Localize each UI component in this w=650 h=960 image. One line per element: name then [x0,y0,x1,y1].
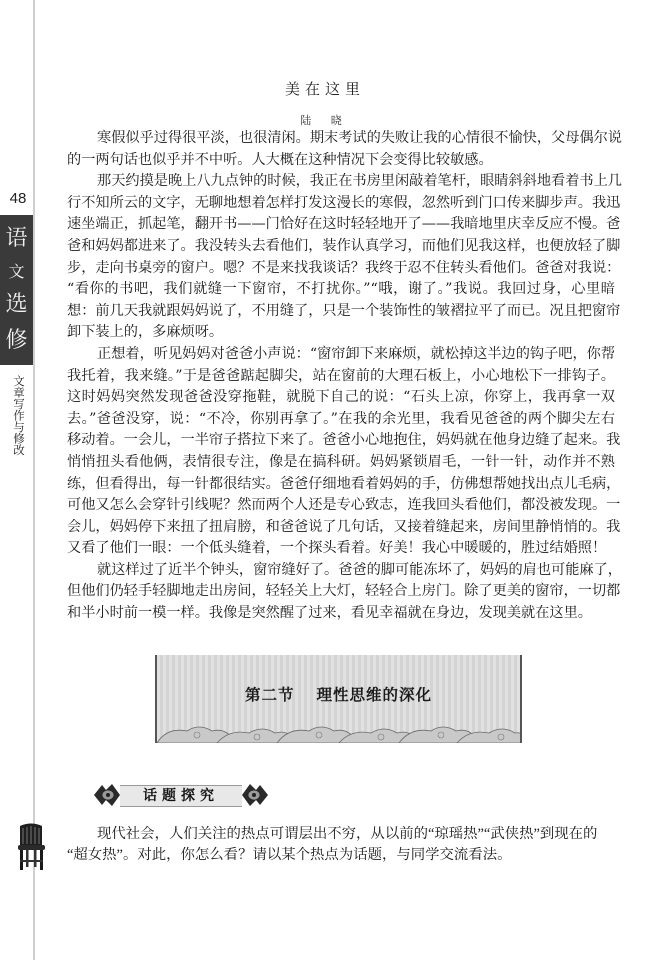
article-line: 我托着，我来缝。”于是爸爸踮起脚尖，站在窗前的大理石板上，小心地松下一排钩子。 [67,367,615,384]
topic-banner [92,782,270,808]
chair-icon [14,822,48,872]
article-line: 和半小时前一模一样。我像是突然醒了过来，看见幸福就在身边，发现美就在这里。 [67,605,592,622]
article-line: 就这样过了近半个钟头，窗帘缝好了。爸爸的脚可能冻坏了，妈妈的肩也可能麻了， [97,561,622,578]
article-line: 的一两句话也似乎并不中听。人大概在这种情况下会变得比较敏感。 [67,151,493,168]
article-line: 但他们仍轻手轻脚地走出房间，轻轻关上大灯，轻轻合上房门。除了更美的窗帘，一切都 [67,583,621,600]
article-line: 可他又怎么会穿针引线呢？然而两个人还是专心致志，连我回头看他们，都没被发现。一 [67,497,621,514]
margin-rule [33,0,35,960]
article-line: “看你的书吧，我们就缝一下窗帘，不打扰你。”“哦，谢了。”我说。我回过身，心里暗 [67,281,615,298]
topic-banner-label: 话题探究 [120,785,242,807]
article-line: 又看了他们一眼：一个低头缝着，一个探头看着。好美！我心中暖暖的，胜过结婚照！ [67,540,607,557]
series-char: 修 [5,328,28,353]
section-banner [155,655,522,743]
series-char: 语 [5,226,28,251]
ornament-right-icon [240,782,270,808]
article-line: 去。”爸爸没穿，说：“不冷，你别再拿了。”在我的余光里，我看见爸爸的两个脚尖左右 [67,410,615,427]
section-name: 理性思维的深化 [316,686,433,704]
topic-prompt [67,824,615,866]
ornament-left-icon [92,782,122,808]
article-line: 卸下装上的，多麻烦呀。 [67,324,224,341]
article-line: 悄悄扭头看他俩，表情很专注，像是在搞科研。妈妈紧锁眉毛，一针一针，动作并不熟 [67,453,615,470]
article-line: 步，走向书桌旁的窗户。嗯？不是来找我谈话？我终于忍不住转头看他们。爸爸对我说： [67,259,621,276]
article-line: 移动着。一会儿，一半帘子搭拉下来了。爸爸小心地抱住，妈妈就在他身边缝了起来。我 [67,432,621,449]
article-line: 会儿，妈妈停下来扭了扭肩膀，和爸爸说了几句话，又接着缝起来，房间里静悄悄的。我 [67,518,621,535]
article-line: 练，但看得出，每一针都很结实。爸爸仔细地看着妈妈的手，仿佛想帮她找出点儿毛病， [67,475,621,492]
article-line: 这时妈妈突然发现爸爸没穿拖鞋，就脱下自己的说：“石头上凉，你穿上，我再拿一双 [67,389,615,406]
article-line: 正想着，听见妈妈对爸爸小声说：“窗帘卸下来麻烦，就松掉这半边的钩子吧，你帮 [97,345,616,362]
section-number: 第二节 [244,686,295,704]
topic-line: 现代社会，人们关注的热点可谓层出不穷，从以前的“琼瑶热”“武侠热”到现在的 [97,826,598,842]
article-line: 行不知所云的文字，无聊地想着怎样打发这漫长的寒假，忽然听到门口传来脚步声。我迅 [67,194,621,211]
series-char: 选 [5,292,28,317]
series-subtitle: 文章写作与修改 [12,375,26,456]
cloud-pattern-icon [157,721,522,743]
article-line: 爸和妈妈都进来了。我没转头去看他们，装作认真学习，而他们见我这样，也便放轻了脚 [67,237,621,254]
article-body [67,128,622,625]
article-line: 速坐端正，抓起笔，翻开书——门恰好在这时轻轻地开了——我暗地里庆幸反应不慢。爸 [67,216,621,233]
article-line: 想：前几天我就跟妈妈说了，不用缝了，只是一个装饰性的皱褶拉平了而已。况且把窗帘 [67,302,621,319]
section-title [157,683,520,705]
page-number: 48 [9,190,27,207]
topic-line: “超女热”。对此，你怎么看？请以某个热点为话题，与同学交流看法。 [67,847,512,863]
article-title: 美在这里 [284,80,365,98]
article-author: 陆 晓 [300,114,350,127]
article-line: 寒假似乎过得很平淡，也很清闲。期末考试的失败让我的心情很不愉快，父母偶尔说 [97,130,622,146]
article-line: 那天约摸是晚上八九点钟的时候，我正在书房里闲敲着笔杆，眼睛斜斜地看着书上几 [97,173,622,190]
series-char: 文 [8,262,25,281]
series-side-band [0,215,33,365]
